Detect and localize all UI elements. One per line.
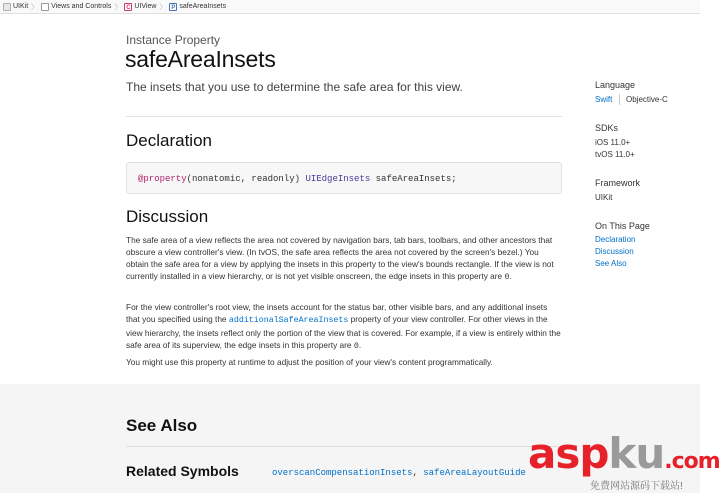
breadcrumb-item-uiview[interactable] [124, 3, 156, 11]
watermark-text: .com [664, 449, 720, 474]
paragraph-text: For the view controller's root view, the insets account for the status bar, other visible bars, and any additional insets that you specified using the [126, 302, 548, 324]
see-also-heading: See Also [126, 416, 198, 435]
breadcrumb-label: Views and Controls [51, 3, 112, 10]
watermark-subtitle: 免费网站源码下载站! [590, 481, 683, 492]
list-separator: , [412, 468, 424, 478]
declaration-code [126, 162, 562, 194]
sdk-ios: iOS 11.0+ [595, 138, 631, 147]
divider [126, 446, 562, 447]
discussion-paragraph: You might use this property at runtime to adjust the position of your view's content programmatically. [126, 357, 493, 367]
symbol-kind: Instance Property [126, 33, 221, 47]
code-value: 0 [504, 273, 510, 282]
related-symbols-list [272, 468, 526, 478]
watermark-text: ku [608, 429, 665, 478]
paragraph-text: property of your view controller. For other views in the view hierarchy, the insets reflect only the portion of the view that is covered. For example, if a view is entirely within the safe area of its superview, the edge insets in this property are [126, 314, 561, 350]
class-icon: C [126, 4, 131, 11]
on-this-page-link-discussion[interactable]: Discussion [595, 247, 634, 256]
breadcrumb [0, 0, 700, 14]
declaration-heading: Declaration [126, 131, 212, 150]
sdks-heading: SDKs [595, 123, 619, 133]
on-this-page-link-see-also[interactable]: See Also [595, 259, 627, 268]
sdk-tvos: tvOS 11.0+ [595, 150, 635, 159]
language-swift-link[interactable]: Swift [595, 95, 613, 104]
language-objc-link[interactable]: Objective-C [626, 95, 668, 104]
breadcrumb-label: UIView [134, 3, 157, 10]
paragraph-end: . [509, 271, 512, 281]
breadcrumb-item-safeareainsets[interactable] [169, 3, 226, 11]
overscan-compensation-insets-link[interactable]: overscanCompensationInsets [272, 468, 413, 478]
chevron-right-icon: 〉 [114, 3, 122, 11]
divider [126, 116, 562, 117]
code-type-link[interactable]: UIEdgeInsets [305, 174, 371, 184]
paragraph-end: . [358, 340, 362, 350]
property-icon: P [171, 4, 176, 11]
on-this-page-link-declaration[interactable]: Declaration [595, 235, 636, 244]
chevron-right-icon: 〉 [31, 3, 39, 11]
on-this-page-heading: On This Page [595, 221, 650, 231]
abstract: The insets that you use to determine the safe area for this view. [126, 80, 463, 94]
discussion-paragraph [126, 301, 562, 353]
chevron-right-icon: 〉 [159, 3, 167, 11]
page-title: safeAreaInsets [125, 46, 276, 72]
code-keyword: @property [138, 174, 187, 184]
code-attributes: (nonatomic, readonly) [186, 174, 306, 184]
related-symbols-heading: Related Symbols [126, 463, 239, 479]
paragraph-text: The safe area of a view reflects the area not covered by navigation bars, tab bars, toolbars, and other ancestors that obscure a view controller's view. (In tvOS, the safe area reflects the area not covered by the screen's bezel.) You obtain the safe area for a view by applying the insets in this property to the view's bounds rectangle. If the view is not currently installed in a view hierarchy, or is not yet visible onscreen, the edge insets in this property are [126, 235, 554, 281]
breadcrumb-label: UIKit [13, 3, 29, 10]
framework-heading: Framework [595, 178, 641, 188]
discussion-heading: Discussion [126, 207, 209, 226]
document-icon [41, 3, 49, 11]
discussion-paragraph [126, 234, 562, 284]
watermark-logo [528, 429, 720, 493]
code-name: safeAreaInsets; [370, 174, 457, 184]
watermark-text: asp [528, 429, 609, 478]
breadcrumb-item-views-and-controls[interactable] [41, 3, 111, 11]
framework-icon [3, 3, 11, 11]
additional-safe-area-insets-link[interactable]: additionalSafeAreaInsets [228, 316, 349, 325]
breadcrumb-item-uikit[interactable] [3, 3, 28, 11]
safe-area-layout-guide-link[interactable]: safeAreaLayoutGuide [423, 468, 526, 478]
divider [619, 94, 620, 105]
language-heading: Language [595, 80, 636, 90]
breadcrumb-label: safeAreaInsets [179, 3, 227, 10]
framework-name: UIKit [595, 193, 613, 202]
code-value: 0 [353, 342, 359, 351]
